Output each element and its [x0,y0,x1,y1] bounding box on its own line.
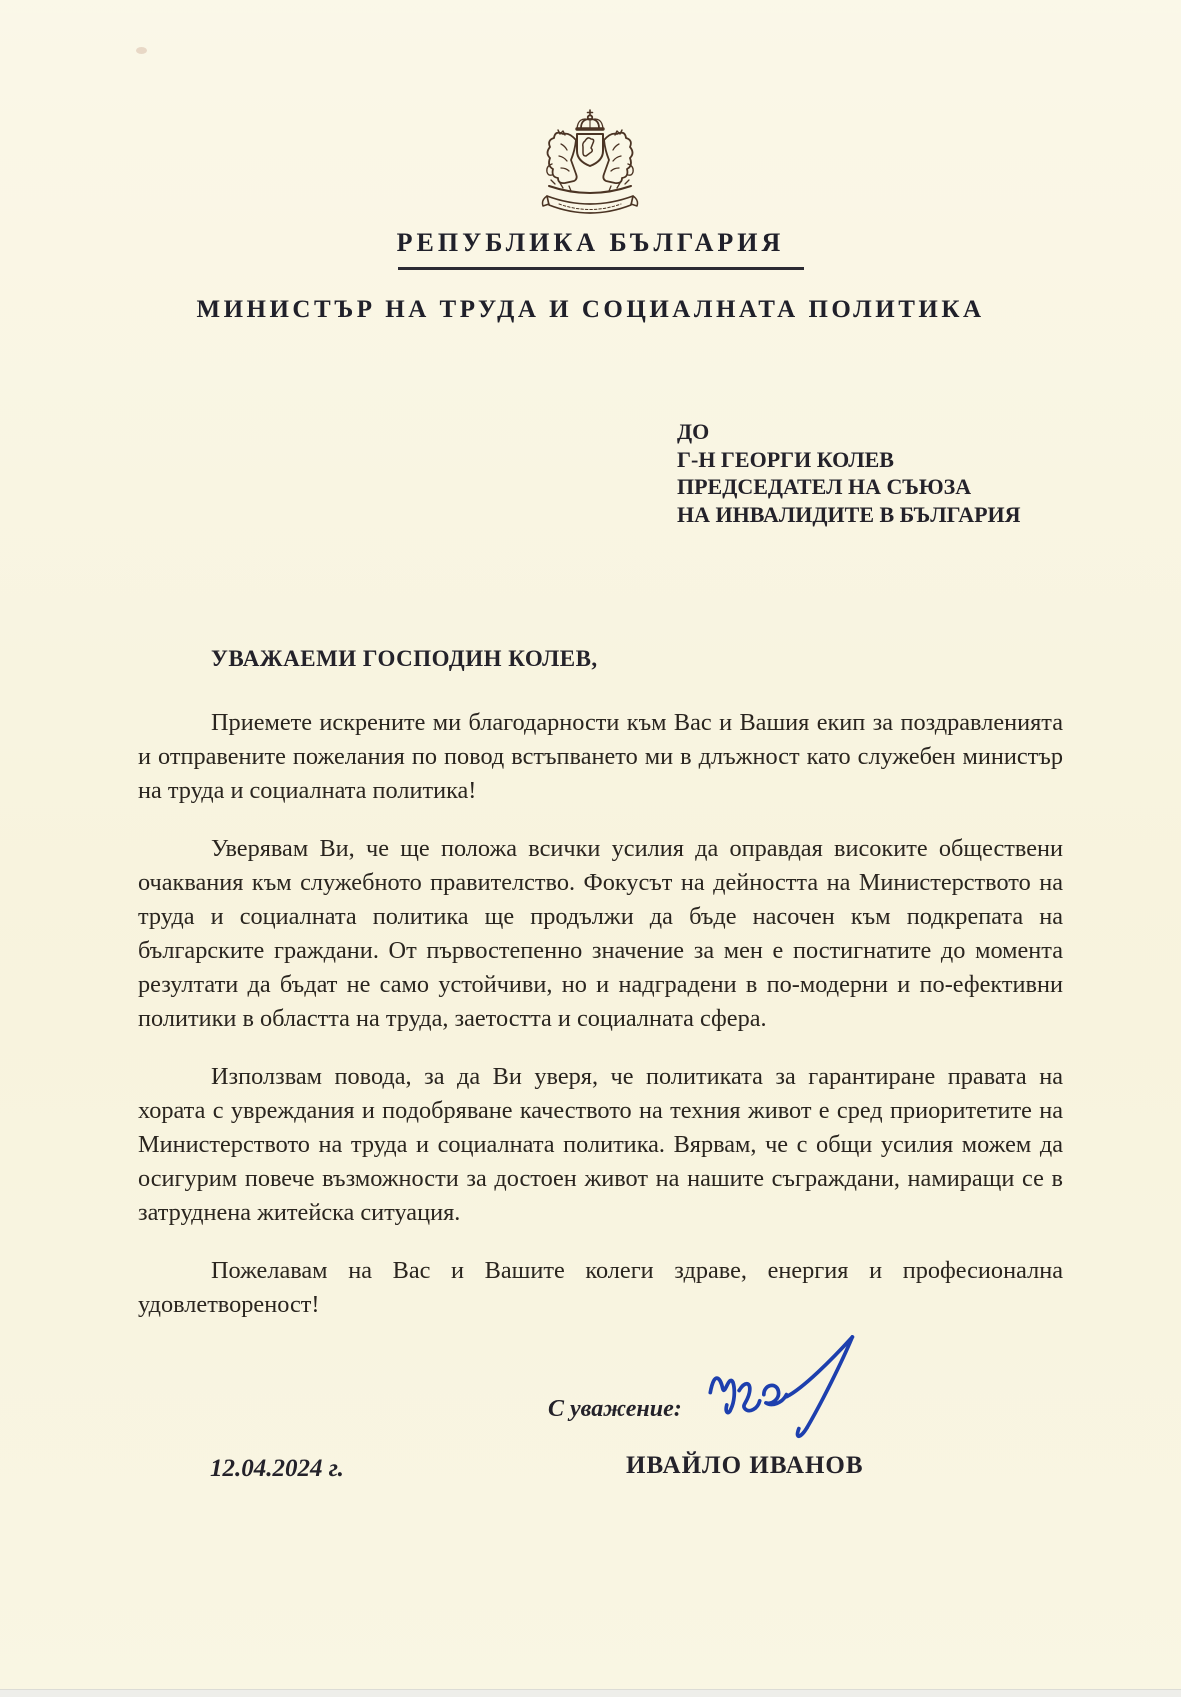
recipient-line: Г-Н ГЕОРГИ КОЛЕВ [677,446,894,472]
recipient-line: ДО [677,419,710,444]
minister-title: МИНИСТЪР НА ТРУДА И СОЦИАЛНАТА ПОЛИТИКА [196,296,985,323]
bulgarian-coat-of-arms-icon [525,108,655,224]
date-text: 12.04.2024 г. [210,1455,344,1482]
salutation: УВАЖАЕМИ ГОСПОДИН КОЛЕВ, [211,646,598,671]
scan-speck [136,47,147,54]
recipient-line: ПРЕДСЕДАТЕЛ НА СЪЮЗА [677,474,972,499]
recipient-line: НА ИНВАЛИДИТЕ В БЪЛГАРИЯ [677,501,1021,527]
header-divider [398,267,804,270]
body-paragraph: Пожелавам на Вас и Вашите колеги здраве, енергия и професионална удовлетвореност! [138,1257,1063,1318]
scan-edge [0,1689,1181,1697]
body-paragraph: Уверявам Ви, че ще положа всички усилия да оправдая високите обществени очаквания към служебното правителство. Фокусът на дейността на Министерството на труда и социалната политика ще продължи да бъде насочен към подкрепата на българските граждани. От първостепенно значение за мен е постигнатите до момента резултати да бъдат не само устойчиви, но и надградени в по-модерни и по-ефективни политики в областта на труда, заетостта и социалната сфера. [138,835,1063,1032]
recipient-block [677,418,1021,528]
letter-body [138,706,1063,1346]
closing-regards-label: С уважение: [548,1396,682,1422]
republic-title: РЕПУБЛИКА БЪЛГАРИЯ [396,228,785,257]
signer-name: ИВАЙЛО ИВАНОВ [626,1452,864,1479]
body-paragraph: Използвам повода, за да Ви уверя, че политиката за гарантиране правата на хората с увреждания и подобряване качеството на техния живот е сред приоритетите на Министерството на труда и социалната политика. Вярвам, че с общи усилия можем да осигурим повече възможности за достоен живот на нашите съграждани, намиращи се в затруднена житейска ситуация. [138,1063,1063,1226]
body-paragraph: Приемете искрените ми благодарности към Вас и Вашия екип за поздравленията и отправените пожелания по повод встъпването ми в длъжност като служебен министър на труда и социалната политика! [138,709,1063,804]
signature-icon [700,1328,875,1453]
